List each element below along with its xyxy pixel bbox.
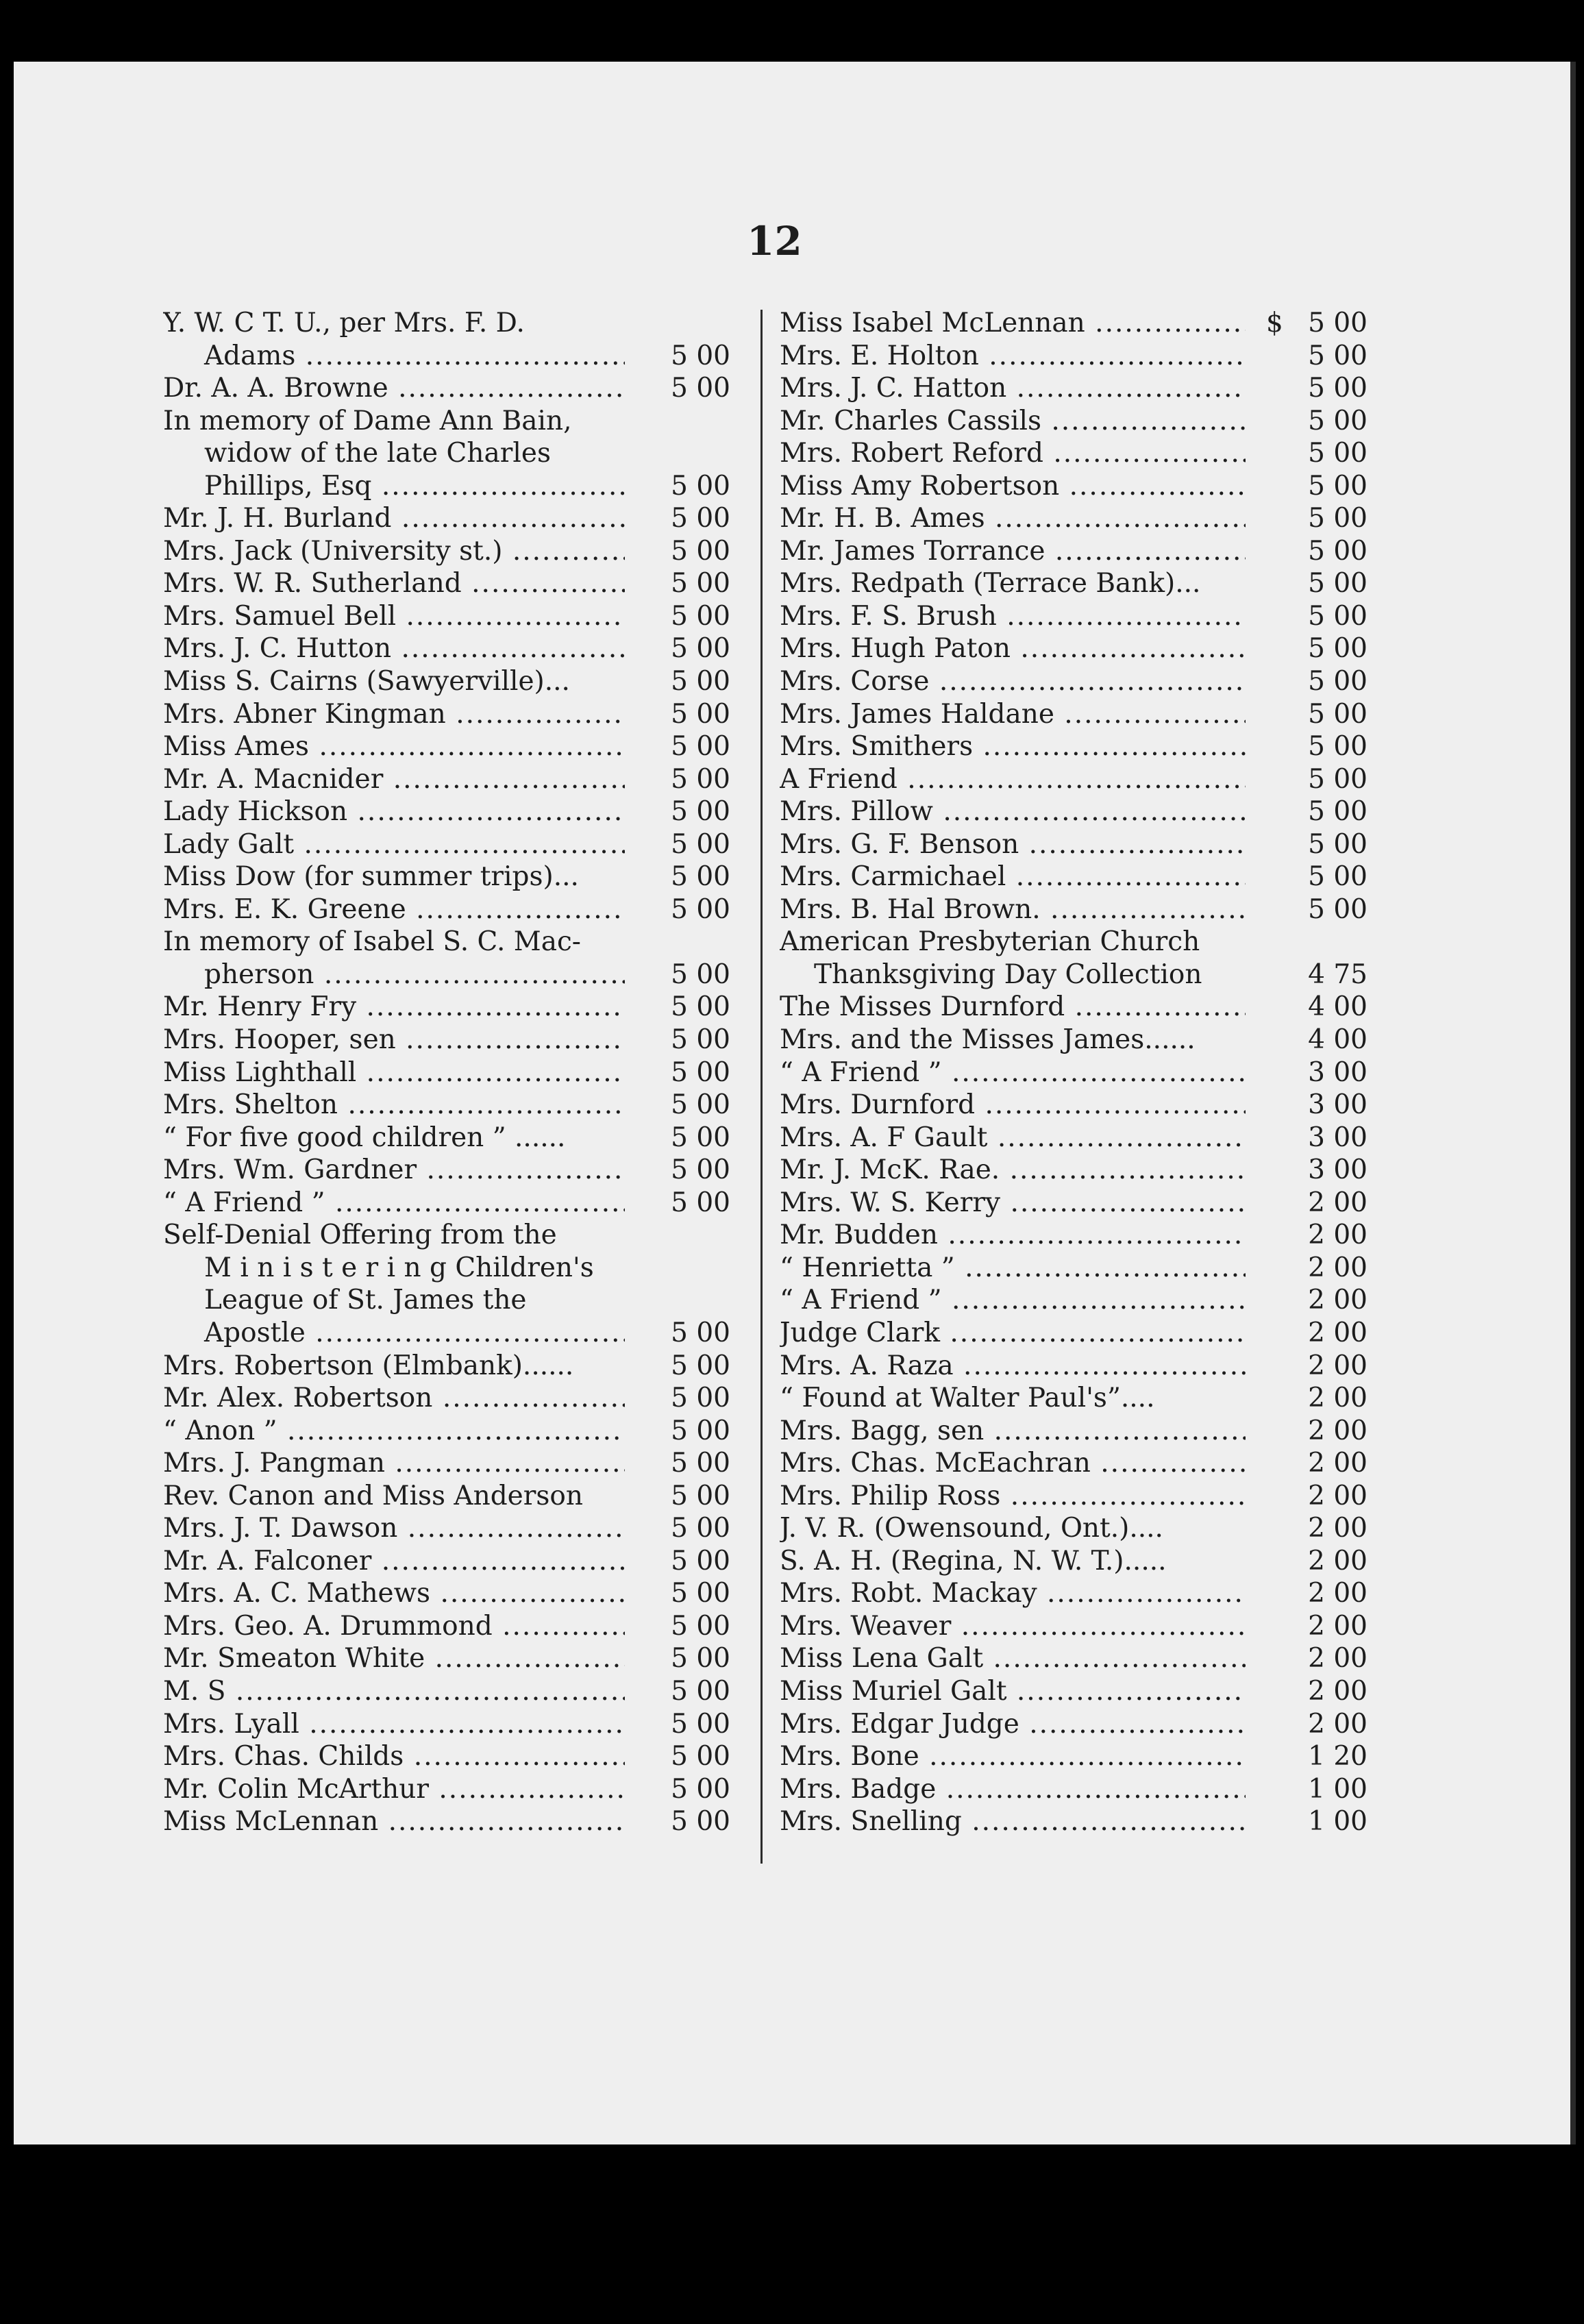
donor-name: M. S ..... xyxy=(163,1675,625,1708)
donor-row xyxy=(163,1317,729,1350)
donor-name: In memory of Isabel S. C. Mac- xyxy=(163,926,581,958)
donor-row xyxy=(163,437,729,470)
donation-amount: 5 00 xyxy=(671,1089,730,1121)
donation-amount: 5 00 xyxy=(671,503,730,534)
donor-name: Y. W. C T. U., per Mrs. F. D. xyxy=(163,308,525,338)
donor-name: Mrs. A. Raza ..... xyxy=(780,1350,1246,1383)
donation-amount: 5 00 xyxy=(671,1773,730,1805)
donation-amount: 5 00 xyxy=(1308,308,1368,338)
donation-amount: 2 00 xyxy=(1308,1448,1368,1479)
donor-row xyxy=(163,893,729,926)
donation-amount: 2 00 xyxy=(1308,1383,1368,1414)
dollar-sign: $ xyxy=(1266,308,1283,338)
donor-row xyxy=(163,1610,729,1643)
donation-amount: 5 00 xyxy=(671,763,730,795)
donor-row xyxy=(163,567,729,600)
donation-amount: 5 00 xyxy=(1308,763,1368,795)
donor-row xyxy=(780,372,1370,405)
donor-row xyxy=(780,959,1370,991)
donation-amount: 5 00 xyxy=(1308,893,1368,925)
donor-row xyxy=(780,893,1370,926)
donor-row xyxy=(780,926,1370,959)
donor-name: Mr. J. McK. Rae. ..... xyxy=(780,1154,1246,1187)
donor-row xyxy=(163,1675,729,1708)
donor-row xyxy=(163,405,729,438)
donor-row xyxy=(163,470,729,503)
donor-row xyxy=(163,1740,729,1773)
donor-name: Mr. Alex. Robertson ..... xyxy=(163,1382,625,1415)
donor-name: Mrs. Badge ..... xyxy=(780,1773,1246,1806)
donor-name: Mrs. J. C. Hatton ..... xyxy=(780,372,1246,405)
donor-row xyxy=(780,1447,1370,1480)
donor-row xyxy=(163,1415,729,1448)
donor-name: Thanksgiving Day Collection xyxy=(814,959,1202,990)
donor-row xyxy=(780,1642,1370,1675)
donation-amount: 5 00 xyxy=(671,1578,730,1609)
donor-name: Mr. Colin McArthur ..... xyxy=(163,1773,625,1806)
donor-row xyxy=(780,1089,1370,1122)
donor-name: Miss McLennan ..... xyxy=(163,1805,625,1838)
donor-name: Mrs. J. C. Hutton ..... xyxy=(163,632,625,665)
donation-amount: 5 00 xyxy=(1308,438,1368,469)
donor-name: Miss Ames ..... xyxy=(163,730,625,763)
donor-name: Judge Clark ..... xyxy=(780,1317,1246,1350)
donor-name: Mrs. Edgar Judge ..... xyxy=(780,1708,1246,1741)
donor-name: “ A Friend ” ..... xyxy=(780,1056,1246,1089)
donation-amount: 5 00 xyxy=(1308,633,1368,665)
donor-name: Mr. A. Macnider ..... xyxy=(163,763,625,796)
donation-amount: 2 00 xyxy=(1308,1578,1368,1609)
donor-name: Mrs. Carmichael ..... xyxy=(780,861,1246,893)
donation-amount: 5 00 xyxy=(671,861,730,893)
donor-name: S. A. H. (Regina, N. W. T.)..... xyxy=(780,1545,1167,1577)
donation-amount: 5 00 xyxy=(1308,861,1368,893)
donor-name: Miss Isabel McLennan ..... xyxy=(780,307,1246,340)
donation-amount: 5 00 xyxy=(671,1545,730,1577)
donor-name: Mrs. E. K. Greene ..... xyxy=(163,893,625,926)
donation-amount: 5 00 xyxy=(671,1187,730,1218)
donor-row xyxy=(163,1154,729,1187)
donation-amount: 5 00 xyxy=(671,1154,730,1186)
donation-amount: 5 00 xyxy=(1308,340,1368,371)
donor-name: J. V. R. (Owensound, Ont.).... xyxy=(780,1513,1163,1544)
donor-row xyxy=(163,991,729,1024)
donor-name: Lady Hickson ..... xyxy=(163,795,625,828)
donor-name: Mr. James Torrance ..... xyxy=(780,535,1246,568)
donation-amount: 5 00 xyxy=(671,535,730,567)
donor-name: Mrs. Chas. Childs ..... xyxy=(163,1740,625,1773)
donation-amount: 5 00 xyxy=(1308,796,1368,828)
donor-row xyxy=(780,1480,1370,1513)
donor-row xyxy=(163,1284,729,1317)
donor-row xyxy=(163,698,729,731)
donor-name: Miss Lighthall ..... xyxy=(163,1056,625,1089)
donation-amount: 5 00 xyxy=(1308,666,1368,697)
donor-row xyxy=(780,991,1370,1024)
donor-name: Mrs. Smithers ..... xyxy=(780,730,1246,763)
donor-row xyxy=(163,1577,729,1610)
donor-name: Lady Galt ..... xyxy=(163,828,625,861)
donation-amount: 2 00 xyxy=(1308,1415,1368,1446)
donor-row xyxy=(163,730,729,763)
donor-row xyxy=(163,600,729,633)
donor-row xyxy=(780,1740,1370,1773)
donation-amount: 4 00 xyxy=(1308,991,1368,1023)
donor-row xyxy=(780,1805,1370,1838)
donation-amount: 1 00 xyxy=(1308,1806,1368,1838)
donation-amount: 2 00 xyxy=(1308,1350,1368,1381)
donor-row xyxy=(163,1056,729,1089)
donor-row xyxy=(163,1024,729,1056)
donor-row xyxy=(163,340,729,373)
donor-row xyxy=(163,1773,729,1806)
column-divider xyxy=(760,310,763,1864)
donation-amount: 2 00 xyxy=(1308,1708,1368,1740)
donor-name: Mrs. B. Hal Brown. ..... xyxy=(780,893,1246,926)
donation-amount: 2 00 xyxy=(1308,1317,1368,1348)
donor-row xyxy=(780,1545,1370,1578)
donor-row xyxy=(780,340,1370,373)
donation-amount: 2 00 xyxy=(1308,1285,1368,1316)
donor-name: Mrs. J. Pangman ..... xyxy=(163,1447,625,1480)
donor-name: Mr. Smeaton White ..... xyxy=(163,1642,625,1675)
donation-amount: 5 00 xyxy=(1308,731,1368,763)
donation-amount: 2 00 xyxy=(1308,1545,1368,1577)
donation-amount: 3 00 xyxy=(1308,1089,1368,1121)
donor-name: Mr. H. B. Ames ..... xyxy=(780,502,1246,535)
donor-name: Mrs. J. T. Dawson ..... xyxy=(163,1512,625,1545)
donation-amount: 5 00 xyxy=(671,991,730,1023)
donor-name: Mrs. Philip Ross ..... xyxy=(780,1480,1246,1513)
donor-name: Adams ..... xyxy=(163,340,625,373)
donor-row xyxy=(780,567,1370,600)
donor-name: Mrs. Snelling ..... xyxy=(780,1805,1246,1838)
donor-name: Mr. J. H. Burland ..... xyxy=(163,502,625,535)
donation-amount: 5 00 xyxy=(1308,568,1368,599)
donor-row xyxy=(780,1187,1370,1220)
donation-amount: 5 00 xyxy=(671,340,730,371)
donor-row xyxy=(780,1350,1370,1383)
donation-amount: 5 00 xyxy=(671,1513,730,1544)
donor-row xyxy=(163,1187,729,1220)
donor-row xyxy=(163,632,729,665)
donor-row xyxy=(780,535,1370,568)
donation-amount: 5 00 xyxy=(671,731,730,763)
donor-name: Miss Muriel Galt ..... xyxy=(780,1675,1246,1708)
donor-row xyxy=(163,502,729,535)
donor-row xyxy=(780,730,1370,763)
donation-amount: 4 00 xyxy=(1308,1024,1368,1056)
donor-name: Mr. Henry Fry ..... xyxy=(163,991,625,1024)
donor-name: Mrs. A. F Gault ..... xyxy=(780,1122,1246,1154)
donor-row xyxy=(780,861,1370,893)
donor-row xyxy=(780,1675,1370,1708)
donation-amount: 4 75 xyxy=(1308,959,1368,990)
donor-row xyxy=(780,665,1370,698)
donor-name: Mrs. E. Holton ..... xyxy=(780,340,1246,373)
donor-row xyxy=(163,372,729,405)
donation-amount: 5 00 xyxy=(671,1643,730,1674)
donor-row xyxy=(780,1773,1370,1806)
donor-name: Mrs. Bagg, sen ..... xyxy=(780,1415,1246,1448)
donor-name: Mrs. A. C. Mathews ..... xyxy=(163,1577,625,1610)
donation-amount: 2 00 xyxy=(1308,1252,1368,1283)
donation-amount: 5 00 xyxy=(1308,698,1368,730)
donor-name: Mrs. Pillow ..... xyxy=(780,795,1246,828)
donation-amount: 5 00 xyxy=(671,470,730,502)
donation-amount: 5 00 xyxy=(671,1480,730,1511)
donor-name: Mrs. Robt. Mackay ..... xyxy=(780,1577,1246,1610)
donor-row xyxy=(780,1154,1370,1187)
donor-row xyxy=(780,1122,1370,1154)
donation-amount: 5 00 xyxy=(1308,535,1368,567)
donor-name: American Presbyterian Church xyxy=(780,926,1200,958)
donor-row xyxy=(780,405,1370,438)
donor-row xyxy=(163,861,729,893)
donor-row xyxy=(163,665,729,698)
donation-amount: 5 00 xyxy=(671,600,730,632)
right-donor-column xyxy=(780,307,1370,1838)
donation-amount: 5 00 xyxy=(671,1448,730,1479)
donor-name: Mrs. W. R. Sutherland ..... xyxy=(163,567,625,600)
donor-row xyxy=(780,698,1370,731)
donor-name: Mrs. James Haldane ..... xyxy=(780,698,1246,731)
donor-name: Mrs. Weaver ..... xyxy=(780,1610,1246,1643)
donor-name: M i n i s t e r i n g Children's xyxy=(204,1252,594,1283)
donor-row xyxy=(780,502,1370,535)
donor-row xyxy=(163,1122,729,1154)
donor-row xyxy=(780,1577,1370,1610)
donor-name: Mrs. Corse ..... xyxy=(780,665,1246,698)
donation-amount: 5 00 xyxy=(671,828,730,860)
donation-amount: 5 00 xyxy=(671,1415,730,1446)
donation-amount: 5 00 xyxy=(671,893,730,925)
donor-row xyxy=(780,1512,1370,1545)
left-donor-column xyxy=(163,307,729,1838)
donor-name: Mrs. Bone ..... xyxy=(780,1740,1246,1773)
donor-row xyxy=(780,437,1370,470)
donor-name: Mrs. Shelton ..... xyxy=(163,1089,625,1122)
donor-name: Mrs. Robert Reford ..... xyxy=(780,437,1246,470)
donation-amount: 1 00 xyxy=(1308,1773,1368,1805)
donor-name: Mrs. G. F. Benson ..... xyxy=(780,828,1246,861)
donor-row xyxy=(163,1382,729,1415)
donor-name: Mrs. Wm. Gardner ..... xyxy=(163,1154,625,1187)
donor-name: The Misses Durnford ..... xyxy=(780,991,1246,1024)
donor-row xyxy=(780,1317,1370,1350)
donor-name: Mrs. Lyall ..... xyxy=(163,1708,625,1741)
donor-row xyxy=(780,1056,1370,1089)
donor-row xyxy=(780,1610,1370,1643)
donor-name: League of St. James the xyxy=(204,1285,527,1316)
donation-amount: 5 00 xyxy=(671,1122,730,1153)
donor-row xyxy=(780,1382,1370,1415)
donor-row xyxy=(163,1805,729,1838)
donor-row xyxy=(780,828,1370,861)
donor-row xyxy=(163,1480,729,1513)
donor-name: Miss S. Cairns (Sawyerville)... xyxy=(163,666,570,697)
donation-amount: 5 00 xyxy=(1308,828,1368,860)
donor-name: Self-Denial Offering from the xyxy=(163,1220,557,1251)
donation-amount: 5 00 xyxy=(671,568,730,599)
donor-name: “ A Friend ” ..... xyxy=(163,1187,625,1220)
donation-amount: 5 00 xyxy=(671,1708,730,1740)
donor-row xyxy=(163,1708,729,1741)
donor-row xyxy=(780,1219,1370,1252)
donation-amount: 5 00 xyxy=(671,1350,730,1381)
donor-name: Miss Dow (for summer trips)... xyxy=(163,861,579,893)
donor-name: Mrs. Redpath (Terrace Bank)... xyxy=(780,568,1201,599)
donation-amount: 5 00 xyxy=(671,698,730,730)
donation-amount: 5 00 xyxy=(1308,503,1368,534)
donor-row xyxy=(163,1642,729,1675)
donor-name: “ Henrietta ” ..... xyxy=(780,1252,1246,1285)
donor-name: Mrs. Chas. McEachran ..... xyxy=(780,1447,1246,1480)
donor-name: In memory of Dame Ann Bain, xyxy=(163,405,572,436)
donation-amount: 5 00 xyxy=(1308,600,1368,632)
page-number: 12 xyxy=(747,218,802,264)
donation-amount: 5 00 xyxy=(671,1675,730,1707)
donor-name: Mrs. W. S. Kerry ..... xyxy=(780,1187,1246,1220)
donor-row xyxy=(163,1512,729,1545)
donation-amount: 5 00 xyxy=(1308,373,1368,404)
donor-name: Apostle ..... xyxy=(163,1317,625,1350)
donor-row xyxy=(780,1708,1370,1741)
donation-amount: 1 20 xyxy=(1308,1741,1368,1772)
donor-row xyxy=(163,828,729,861)
donation-amount: 2 00 xyxy=(1308,1643,1368,1674)
donation-amount: 5 00 xyxy=(671,796,730,828)
donation-amount: 3 00 xyxy=(1308,1122,1368,1153)
donation-amount: 5 00 xyxy=(1308,470,1368,502)
donation-amount: 5 00 xyxy=(671,666,730,697)
donation-amount: 3 00 xyxy=(1308,1154,1368,1186)
donor-name: Dr. A. A. Browne ..... xyxy=(163,372,625,405)
donor-row xyxy=(163,1252,729,1285)
donor-row xyxy=(163,1089,729,1122)
donation-amount: 2 00 xyxy=(1308,1187,1368,1218)
donation-amount: 5 00 xyxy=(671,633,730,665)
donor-row xyxy=(780,1024,1370,1056)
donation-amount: 5 00 xyxy=(671,1024,730,1056)
donor-name: Mrs. Robertson (Elmbank)...... xyxy=(163,1350,574,1381)
donation-amount: 5 00 xyxy=(671,1383,730,1414)
donor-row xyxy=(780,1252,1370,1285)
donor-name: “ For five good children ” ...... xyxy=(163,1122,566,1153)
donor-row xyxy=(163,535,729,568)
donor-name: “ Found at Walter Paul's”.... xyxy=(780,1383,1155,1414)
donation-amount: 5 00 xyxy=(671,1610,730,1642)
donor-row xyxy=(163,959,729,991)
donor-name: Mrs. Abner Kingman ..... xyxy=(163,698,625,731)
donor-row xyxy=(163,763,729,796)
donation-amount: 5 00 xyxy=(671,1741,730,1772)
donation-amount: 2 00 xyxy=(1308,1513,1368,1544)
donor-name: pherson ..... xyxy=(163,959,625,991)
donor-row xyxy=(780,470,1370,503)
donor-name: Mrs. and the Misses James...... xyxy=(780,1024,1196,1056)
donor-name: A Friend ..... xyxy=(780,763,1246,796)
donor-name: Miss Amy Robertson ..... xyxy=(780,470,1246,503)
donor-name: Mrs. Hugh Paton ..... xyxy=(780,632,1246,665)
donor-name: Mrs. F. S. Brush ..... xyxy=(780,600,1246,633)
donor-name: Mrs. Hooper, sen ..... xyxy=(163,1024,625,1056)
donor-name: Mrs. Samuel Bell ..... xyxy=(163,600,625,633)
donor-name: Mr. A. Falconer ..... xyxy=(163,1545,625,1578)
donor-row xyxy=(163,1447,729,1480)
donation-amount: 2 00 xyxy=(1308,1610,1368,1642)
donor-row xyxy=(163,307,729,340)
donor-row xyxy=(780,632,1370,665)
donation-amount: 5 00 xyxy=(1308,405,1368,436)
donor-row xyxy=(780,1284,1370,1317)
donor-name: Mr. Budden ..... xyxy=(780,1219,1246,1252)
donor-row xyxy=(780,763,1370,796)
donor-name: “ Anon ” ..... xyxy=(163,1415,625,1448)
donation-amount: 5 00 xyxy=(671,373,730,404)
donation-amount: 2 00 xyxy=(1308,1675,1368,1707)
donor-name: Mrs. Durnford ..... xyxy=(780,1089,1246,1122)
donor-name: Mrs. Geo. A. Drummond ..... xyxy=(163,1610,625,1643)
donation-amount: 5 00 xyxy=(671,1806,730,1838)
donation-amount: 5 00 xyxy=(671,1317,730,1348)
donation-amount: 5 00 xyxy=(671,959,730,990)
donor-row xyxy=(163,795,729,828)
donor-row xyxy=(780,1415,1370,1448)
donation-amount: 2 00 xyxy=(1308,1480,1368,1511)
donor-name: Mr. Charles Cassils ..... xyxy=(780,405,1246,438)
donor-row xyxy=(163,1219,729,1252)
donor-row xyxy=(780,307,1370,340)
donor-name: Phillips, Esq ..... xyxy=(163,470,625,503)
donor-name: Mrs. Jack (University st.) ..... xyxy=(163,535,625,568)
donation-amount: 3 00 xyxy=(1308,1056,1368,1088)
donor-name: “ A Friend ” ..... xyxy=(780,1284,1246,1317)
donor-name: Rev. Canon and Miss Anderson xyxy=(163,1480,583,1511)
donor-row xyxy=(163,1350,729,1383)
donor-row xyxy=(163,1545,729,1578)
donation-amount: 5 00 xyxy=(671,1056,730,1088)
donor-row xyxy=(163,926,729,959)
donation-amount: 2 00 xyxy=(1308,1220,1368,1251)
donor-row xyxy=(780,600,1370,633)
donor-name: widow of the late Charles xyxy=(204,438,551,469)
donor-row xyxy=(780,795,1370,828)
donor-name: Miss Lena Galt ..... xyxy=(780,1642,1246,1675)
